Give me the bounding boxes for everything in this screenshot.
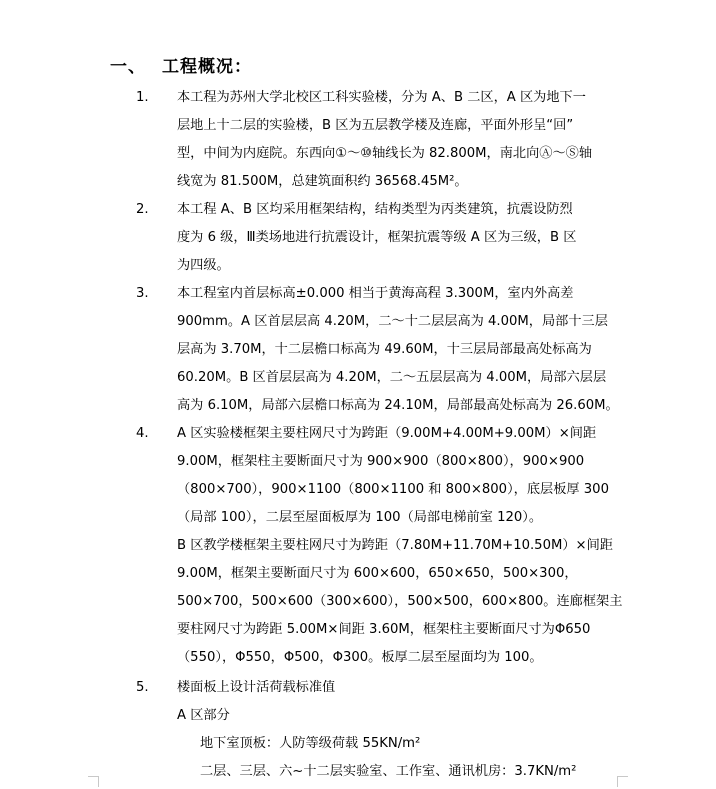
- item-4-line-8: 要柱网尺寸为跨距 5.00M×间距 3.60M，框架柱主要断面尺寸为Φ650: [177, 622, 591, 637]
- item-3-number: 3.: [136, 286, 149, 301]
- item-3-line-4: 60.20M。B 区首层层高为 4.20M，二～五层层高为 4.00M，局部六层层: [177, 370, 607, 385]
- item-2-line-3: 为四级。: [177, 258, 230, 273]
- item-2-number: 2.: [136, 202, 149, 217]
- item-1-number: 1.: [136, 90, 149, 105]
- item-4-line-4: （局部 100），二层至屋面板厚为 100（局部电梯前室 120）。: [177, 510, 543, 525]
- item-4-line-7: 500×700，500×600（300×600），500×500，600×800。连廊框架主: [177, 594, 623, 609]
- item-4-line-6: 9.00M，框架主要断面尺寸为 600×600，650×650，500×300，: [177, 566, 578, 581]
- item-3-line-1: 本工程室内首层标高±0.000 相当于黄海高程 3.300M，室内外高差: [177, 286, 574, 301]
- item-3-line-3: 层高为 3.70M，十二层檐口标高为 49.60M，十三层局部最高处标高为: [177, 342, 592, 357]
- item-5-title: 楼面板上设计活荷载标准值: [177, 680, 336, 695]
- page-corner-mark-right: [617, 776, 628, 787]
- item-4-line-2: 9.00M，框架柱主要断面尺寸为 900×900（800×800），900×900: [177, 454, 585, 469]
- item-1-line-4: 线宽为 81.500M，总建筑面积约 36568.45M²。: [177, 174, 468, 189]
- section-heading: [110, 52, 252, 77]
- item-5-sub-line-1: 地下室顶板：人防等级荷载 55KN/m²: [200, 736, 421, 751]
- item-1-line-1: 本工程为苏州大学北校区工科实验楼，分为 A、B 二区，A 区为地下一: [177, 90, 586, 105]
- section-title: 工程概况：: [162, 57, 252, 77]
- page-corner-mark-left: [88, 776, 99, 787]
- item-3-line-5: 高为 6.10M，局部六层檐口标高为 24.10M，局部最高处标高为 26.60M。: [177, 398, 619, 413]
- item-4-line-9: （550），Φ550，Φ500，Φ300。板厚二层至屋面均为 100。: [177, 650, 543, 665]
- item-4-line-5: B 区教学楼框架主要柱网尺寸为跨距（7.80M+11.70M+10.50M）×间距: [177, 538, 613, 553]
- item-4-number: 4.: [136, 426, 149, 441]
- item-2-line-2: 度为 6 级，Ⅲ类场地进行抗震设计，框架抗震等级 A 区为三级，B 区: [177, 230, 577, 245]
- item-4-line-3: （800×700），900×1100（800×1100 和 800×800），底层板厚 300: [177, 482, 609, 497]
- item-5-subtitle: A 区部分: [177, 708, 230, 723]
- item-5-number: 5.: [136, 680, 149, 695]
- item-3-line-2: 900mm。A 区首层层高 4.20M，二～十二层层高为 4.00M，局部十三层: [177, 314, 608, 329]
- item-4-line-1: A 区实验楼框架主要柱网尺寸为跨距（9.00M+4.00M+9.00M）×间距: [177, 426, 597, 441]
- item-1-line-3: 型，中间为内庭院。东西向①～⑩轴线长为 82.800M，南北向Ⓐ～Ⓢ轴: [177, 146, 593, 161]
- item-1-line-2: 层地上十二层的实验楼，B 区为五层教学楼及连廊，平面外形呈“回”: [177, 118, 574, 133]
- item-2-line-1: 本工程 A、B 区均采用框架结构，结构类型为丙类建筑，抗震设防烈: [177, 202, 573, 217]
- item-5-sub-line-2: 二层、三层、六~十二层实验室、工作室、通讯机房：3.7KN/m²: [200, 764, 577, 779]
- section-number: 一、: [110, 57, 146, 77]
